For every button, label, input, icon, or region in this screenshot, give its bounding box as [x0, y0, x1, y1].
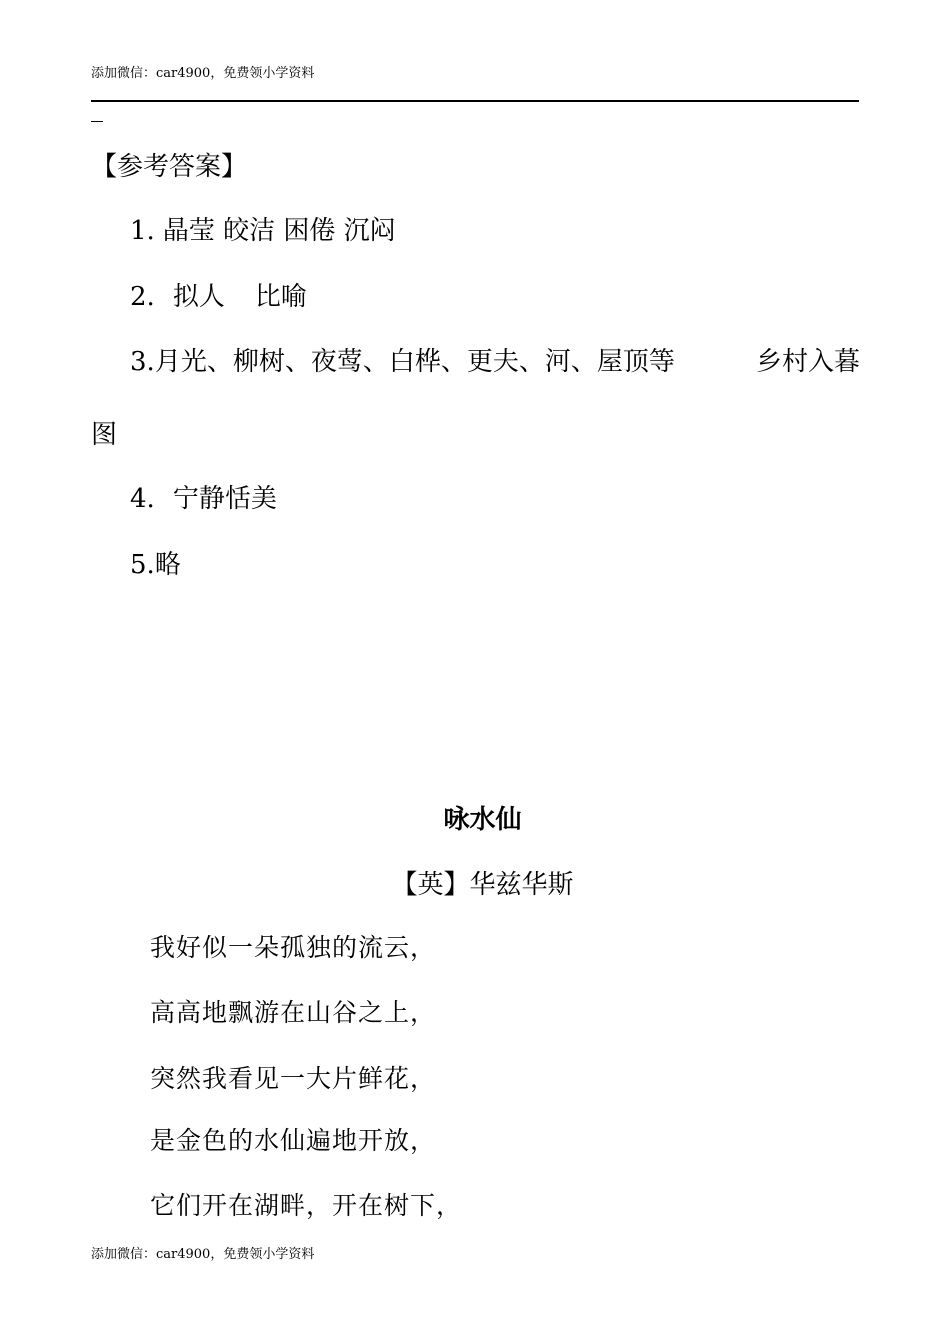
poem-line: 高高地飘游在山谷之上，	[150, 998, 437, 1027]
answer-item-5	[130, 548, 181, 582]
answer-word: 晶莹	[162, 216, 215, 246]
answer-number: 2.	[130, 282, 155, 312]
poem-title: 咏水仙	[443, 805, 522, 835]
answer-word: 沉闷	[343, 216, 396, 246]
poem-line: 它们开在湖畔，开在树下，	[150, 1191, 463, 1220]
short-dash-mark	[91, 121, 103, 122]
answer-item-4	[130, 482, 277, 516]
answer-text: 略	[154, 550, 181, 580]
poem-author: 【英】华兹华斯	[391, 870, 574, 900]
footer-note: 添加微信：car4900，免费领小学资料	[91, 1247, 315, 1262]
answers-heading: 【参考答案】	[91, 152, 248, 182]
answer-number: 3.	[130, 347, 155, 377]
answer-word: 困倦	[283, 216, 336, 246]
answer-text-right: 乡村入暮	[755, 347, 860, 377]
answer-number: 1.	[130, 216, 155, 246]
answer-item-1	[130, 214, 396, 248]
answer-word: 比喻	[254, 282, 307, 312]
header-note: 添加微信：car4900，免费领小学资料	[91, 66, 315, 81]
answer-number: 4.	[130, 484, 155, 514]
poem-line: 是金色的水仙遍地开放，	[150, 1126, 437, 1155]
answer-item-2	[130, 280, 307, 314]
poem-line: 我好似一朵孤独的流云，	[150, 933, 437, 962]
answer-item-3-wrap: 图	[91, 420, 118, 450]
header-divider	[91, 100, 859, 102]
answer-text: 宁静恬美	[172, 484, 277, 514]
poem-line: 突然我看见一大片鲜花，	[150, 1064, 437, 1093]
answer-word: 拟人	[172, 282, 225, 312]
answer-text: 月光、柳树、夜莺、白桦、更夫、河、屋顶等	[154, 347, 675, 377]
answer-number: 5.	[130, 550, 155, 580]
answer-item-3	[130, 345, 860, 379]
answer-word: 皎洁	[223, 216, 276, 246]
